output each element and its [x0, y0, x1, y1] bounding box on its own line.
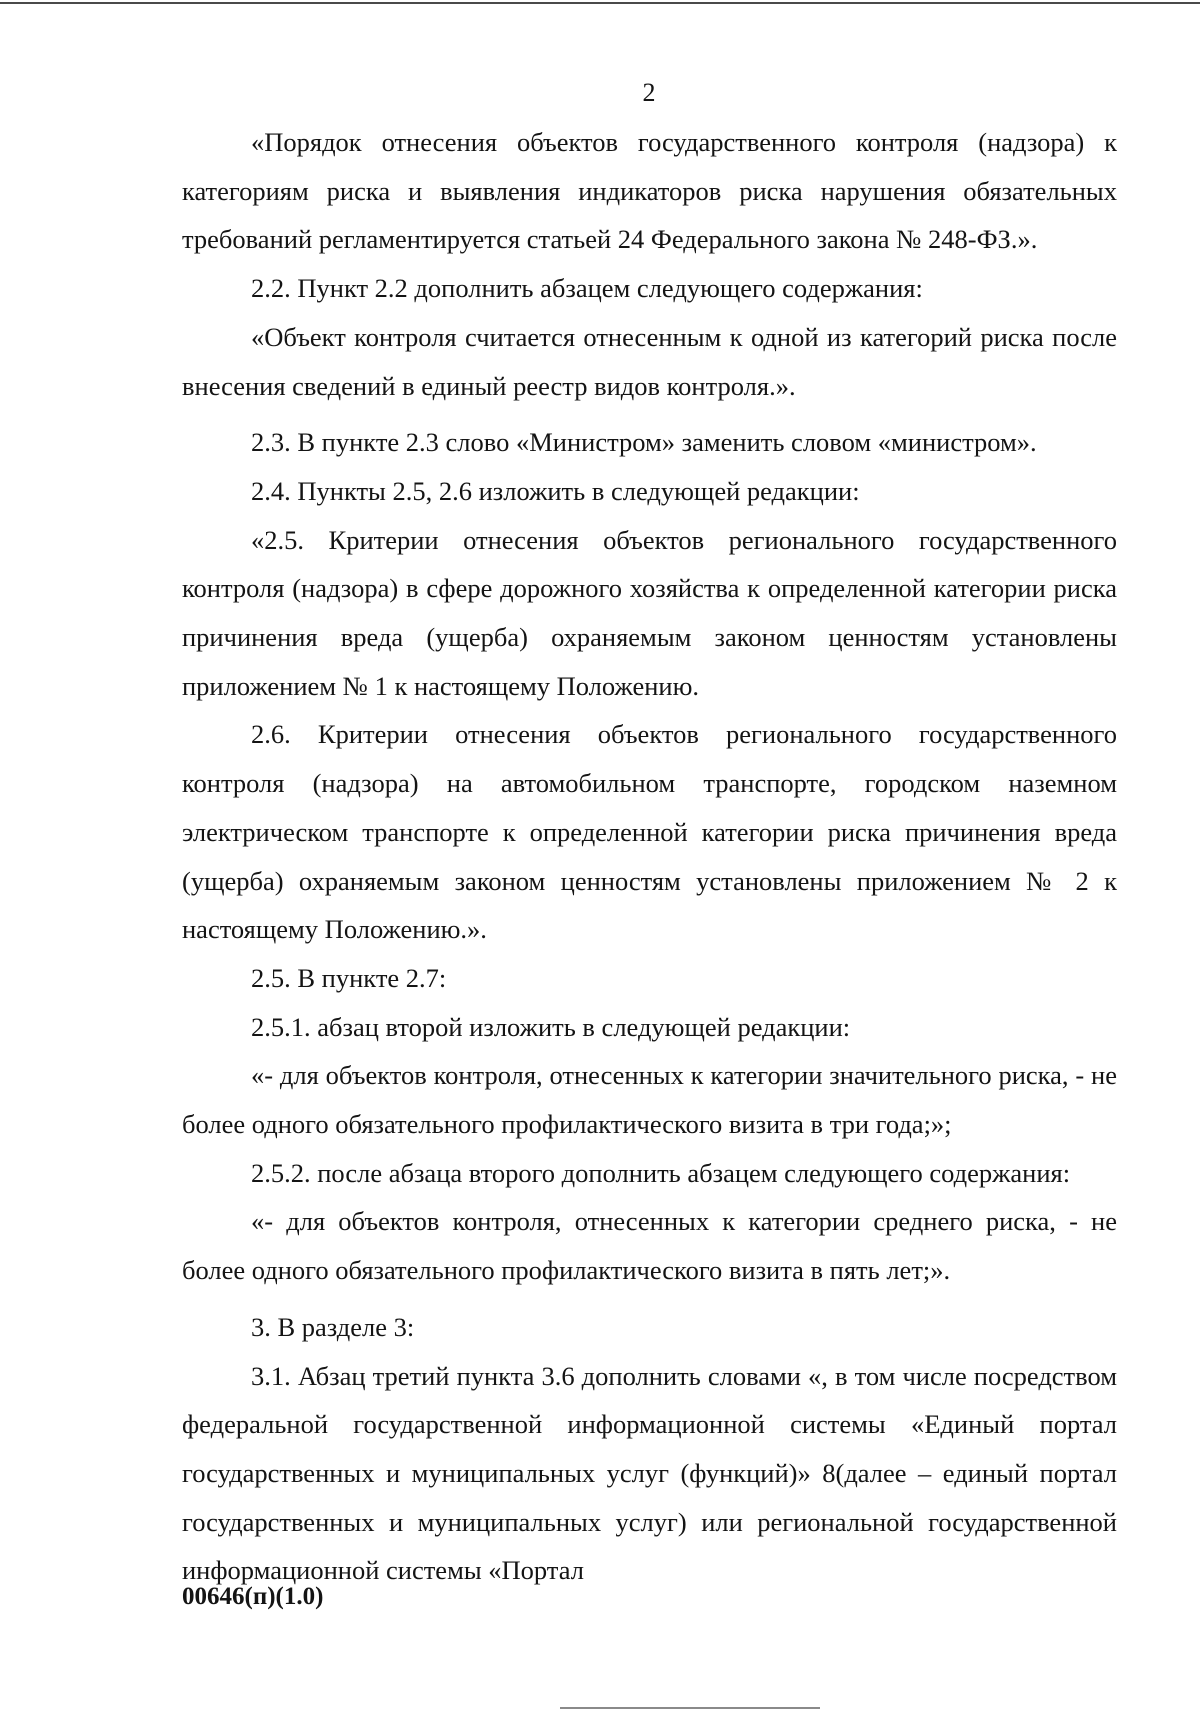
- paragraph-medium-risk: «- для объектов контроля, отнесенных к категории среднего риска, - не более одного обязательного профилактического визита в пять лет;».: [182, 1206, 1117, 1286]
- paragraph-2-2: 2.2. Пункт 2.2 дополнить абзацем следующего содержания:: [251, 273, 923, 304]
- paragraph-2-5-2: 2.5.2. после абзаца второго дополнить абзацем следующего содержания:: [251, 1157, 1071, 1188]
- document-body: [182, 118, 1117, 1595]
- paragraph-significant-risk: «- для объектов контроля, отнесенных к категории значительного риска, - не более одного обязательного профилактического визита в три года;»;: [182, 1060, 1117, 1140]
- paragraph-2-5: 2.5. В пункте 2.7:: [251, 962, 447, 993]
- paragraph-section-3: 3. В разделе 3:: [251, 1311, 415, 1342]
- paragraph-2-3: 2.3. В пункте 2.3 слово «Министром» заменить словом «министром».: [251, 427, 1037, 458]
- scan-top-edge: [0, 2, 1200, 4]
- paragraph-2-4: 2.4. Пункты 2.5, 2.6 изложить в следующей редакции:: [251, 475, 860, 506]
- page-number: 2: [642, 78, 656, 107]
- document-code: 00646(п)(1.0): [182, 1583, 324, 1610]
- paragraph-2-5-1: 2.5.1. абзац второй изложить в следующей редакции:: [251, 1011, 851, 1042]
- paragraph-3-1: 3.1. Абзац третий пункта 3.6 дополнить словами «, в том числе посредством федеральной государственной информационной системы «Единый портал государственных и муниципальных услуг (функций)» 8(далее – единый портал государственных и муниципальных услуг) или региональной государственной информационной системы «Портал: [182, 1360, 1117, 1586]
- paragraph-criteria-2-6: 2.6. Критерии отнесения объектов регионального государственного контроля (надзора) на автомобильном транспорте, городском наземном электрическом транспорте к определенной категории риска причинения вреда (ущерба) охраняемым законом ценностям установлены приложением № 2 к настоящему Положению.».: [182, 719, 1117, 945]
- paragraph-criteria-2-5: «2.5. Критерии отнесения объектов регионального государственного контроля (надзора) в сфере дорожного хозяйства к определенной категории риска причинения вреда (ущерба) охраняемым законом ценностям установлены приложением № 1 к настоящему Положению.: [182, 524, 1117, 701]
- scan-bottom-edge: [560, 1707, 820, 1709]
- paragraph-risk-order: «Порядок отнесения объектов государственного контроля (надзора) к категориям риска и выявления индикаторов риска нарушения обязательных требований регламентируется статьей 24 Федерального закона № 248-ФЗ.».: [182, 127, 1117, 255]
- paragraph-control-object: «Объект контроля считается отнесенным к одной из категорий риска после внесения сведений в единый реестр видов контроля.».: [182, 321, 1117, 401]
